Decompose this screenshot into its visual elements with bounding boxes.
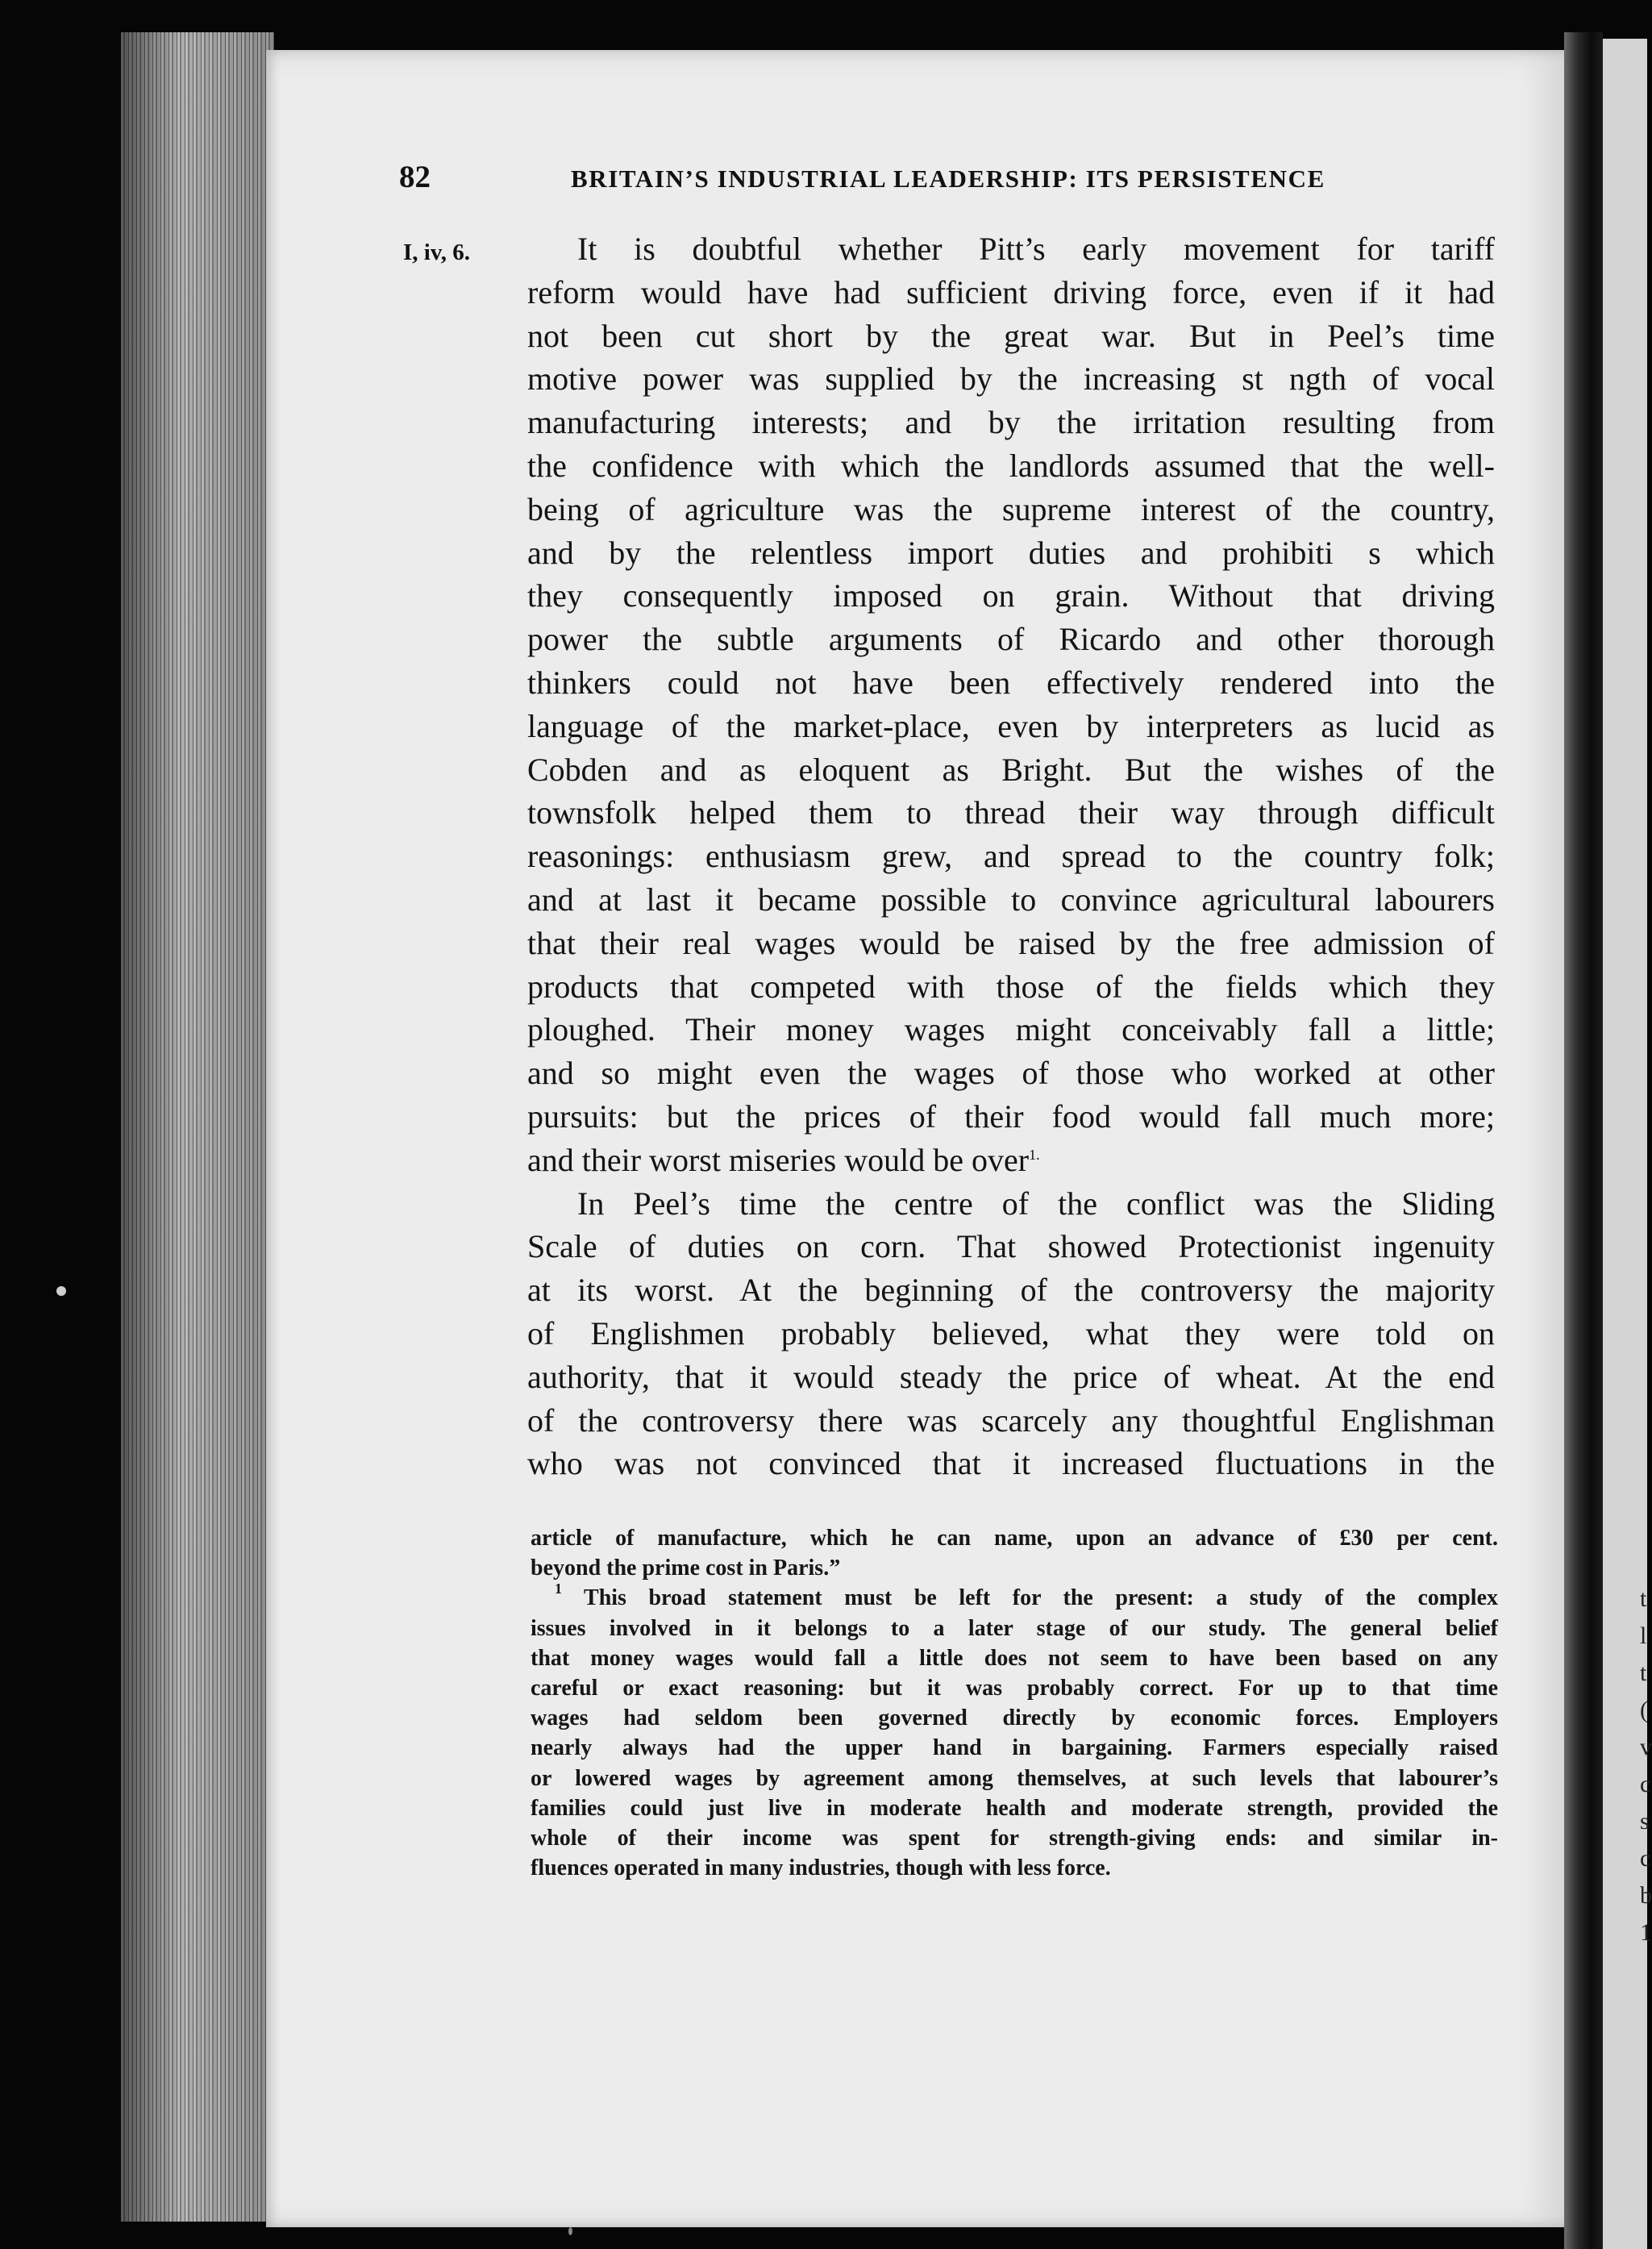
text-line: reform would have had sufficient driving force, even if it had bbox=[527, 273, 1495, 310]
text-line: being of agriculture was the supreme interest of the country, bbox=[527, 490, 1495, 527]
scan-speck bbox=[568, 2227, 572, 2235]
section-reference: I, iv, 6. bbox=[403, 239, 470, 265]
text-line: reasonings: enthusiasm grew, and spread to the country folk; bbox=[527, 838, 1495, 875]
footnote-number: 1 bbox=[555, 1581, 562, 1597]
text-line: In Peel’s time the centre of the conflict was the Sliding bbox=[577, 1185, 1495, 1222]
text-line: ploughed. Their money wages might conceivably fall a little; bbox=[527, 1011, 1495, 1048]
text-line-content: and their worst miseries would be over bbox=[527, 1141, 1030, 1178]
footnote-line: whole of their income was spent for strength-giving ends: and similar in- bbox=[531, 1825, 1498, 1851]
book-gutter bbox=[1564, 32, 1603, 2249]
text-line: they consequently imposed on grain. Without that driving bbox=[527, 577, 1495, 614]
running-title: BRITAIN’S INDUSTRIAL LEADERSHIP: ITS PERSISTENCE bbox=[571, 165, 1325, 193]
footnote-line: article of manufacture, which he can name, upon an advance of £30 per cent. bbox=[531, 1526, 1498, 1551]
text-line: not been cut short by the great war. But in Peel’s time bbox=[527, 317, 1495, 354]
facing-page-fragment: t l t ( v c s c b 1 bbox=[1640, 1585, 1652, 1946]
text-line: It is doubtful whether Pitt’s early movement for tariff bbox=[577, 231, 1495, 267]
text-line: of the controversy there was scarcely any thoughtful Englishman bbox=[527, 1401, 1495, 1439]
scan-speck bbox=[56, 1286, 66, 1296]
text-line: motive power was supplied by the increasing st ngth of vocal bbox=[527, 360, 1495, 398]
footnote-line: wages had seldom been governed directly by economic forces. Employers bbox=[531, 1705, 1498, 1731]
running-head bbox=[399, 159, 1513, 199]
body-text bbox=[527, 227, 1495, 1485]
text-line: at its worst. At the beginning of the controversy the majority bbox=[527, 1272, 1495, 1309]
footnote-line bbox=[531, 1583, 1498, 1613]
footnote-line-content: This broad statement must be left for the present: a study of the complex bbox=[584, 1585, 1499, 1611]
text-line: pursuits: but the prices of their food would fall much more; bbox=[527, 1097, 1495, 1135]
footnote-line: careful or exact reasoning: but it was probably correct. For up to that time bbox=[531, 1675, 1498, 1701]
text-line: and by the relentless import duties and prohibiti s which bbox=[527, 534, 1495, 571]
footnote-line: beyond the prime cost in Paris.” bbox=[531, 1556, 841, 1581]
text-line: authority, that it would steady the price of wheat. At the end bbox=[527, 1358, 1495, 1395]
footnote-line: issues involved in it belongs to a later stage of our study. The general belief bbox=[531, 1615, 1498, 1641]
page-number: 82 bbox=[399, 160, 431, 194]
text-line: that their real wages would be raised by the free admission of bbox=[527, 924, 1495, 961]
text-line: Cobden and as eloquent as Bright. But the wishes of the bbox=[527, 751, 1495, 788]
text-line: townsfolk helped them to thread their way through difficult bbox=[527, 794, 1495, 831]
text-line: Scale of duties on corn. That showed Protectionist ingenuity bbox=[527, 1228, 1495, 1265]
footnote-marker: 1. bbox=[1029, 1146, 1040, 1163]
text-line: and so might even the wages of those who worked at other bbox=[527, 1055, 1495, 1092]
footnote-line: that money wages would fall a little does not seem to have been based on any bbox=[531, 1645, 1498, 1671]
footnote-line: families could just live in moderate health and moderate strength, provided the bbox=[531, 1795, 1498, 1821]
footnote-line: fluences operated in many industries, though with less force. bbox=[531, 1855, 1111, 1881]
text-line bbox=[527, 1139, 1495, 1182]
footnote-line: or lowered wages by agreement among themselves, at such levels that labourer’s bbox=[531, 1765, 1498, 1791]
text-line: of Englishmen probably believed, what they were told on bbox=[527, 1314, 1495, 1351]
text-line: thinkers could not have been effectively rendered into the bbox=[527, 664, 1495, 701]
text-line: the confidence with which the landlords assumed that the well- bbox=[527, 447, 1495, 484]
footnote-line: nearly always had the upper hand in bargaining. Farmers especially raised bbox=[531, 1735, 1498, 1761]
text-line: who was not convinced that it increased fluctuations in the bbox=[527, 1445, 1495, 1482]
text-line: products that competed with those of the fields which they bbox=[527, 968, 1495, 1005]
text-line: manufacturing interests; and by the irritation resulting from bbox=[527, 404, 1495, 441]
footnotes bbox=[531, 1523, 1498, 1883]
text-line: language of the market-place, even by interpreters as lucid as bbox=[527, 707, 1495, 744]
text-line: power the subtle arguments of Ricardo and other thorough bbox=[527, 621, 1495, 658]
page-edge-shadow bbox=[121, 32, 274, 2222]
text-line: and at last it became possible to convince agricultural labourers bbox=[527, 881, 1495, 918]
